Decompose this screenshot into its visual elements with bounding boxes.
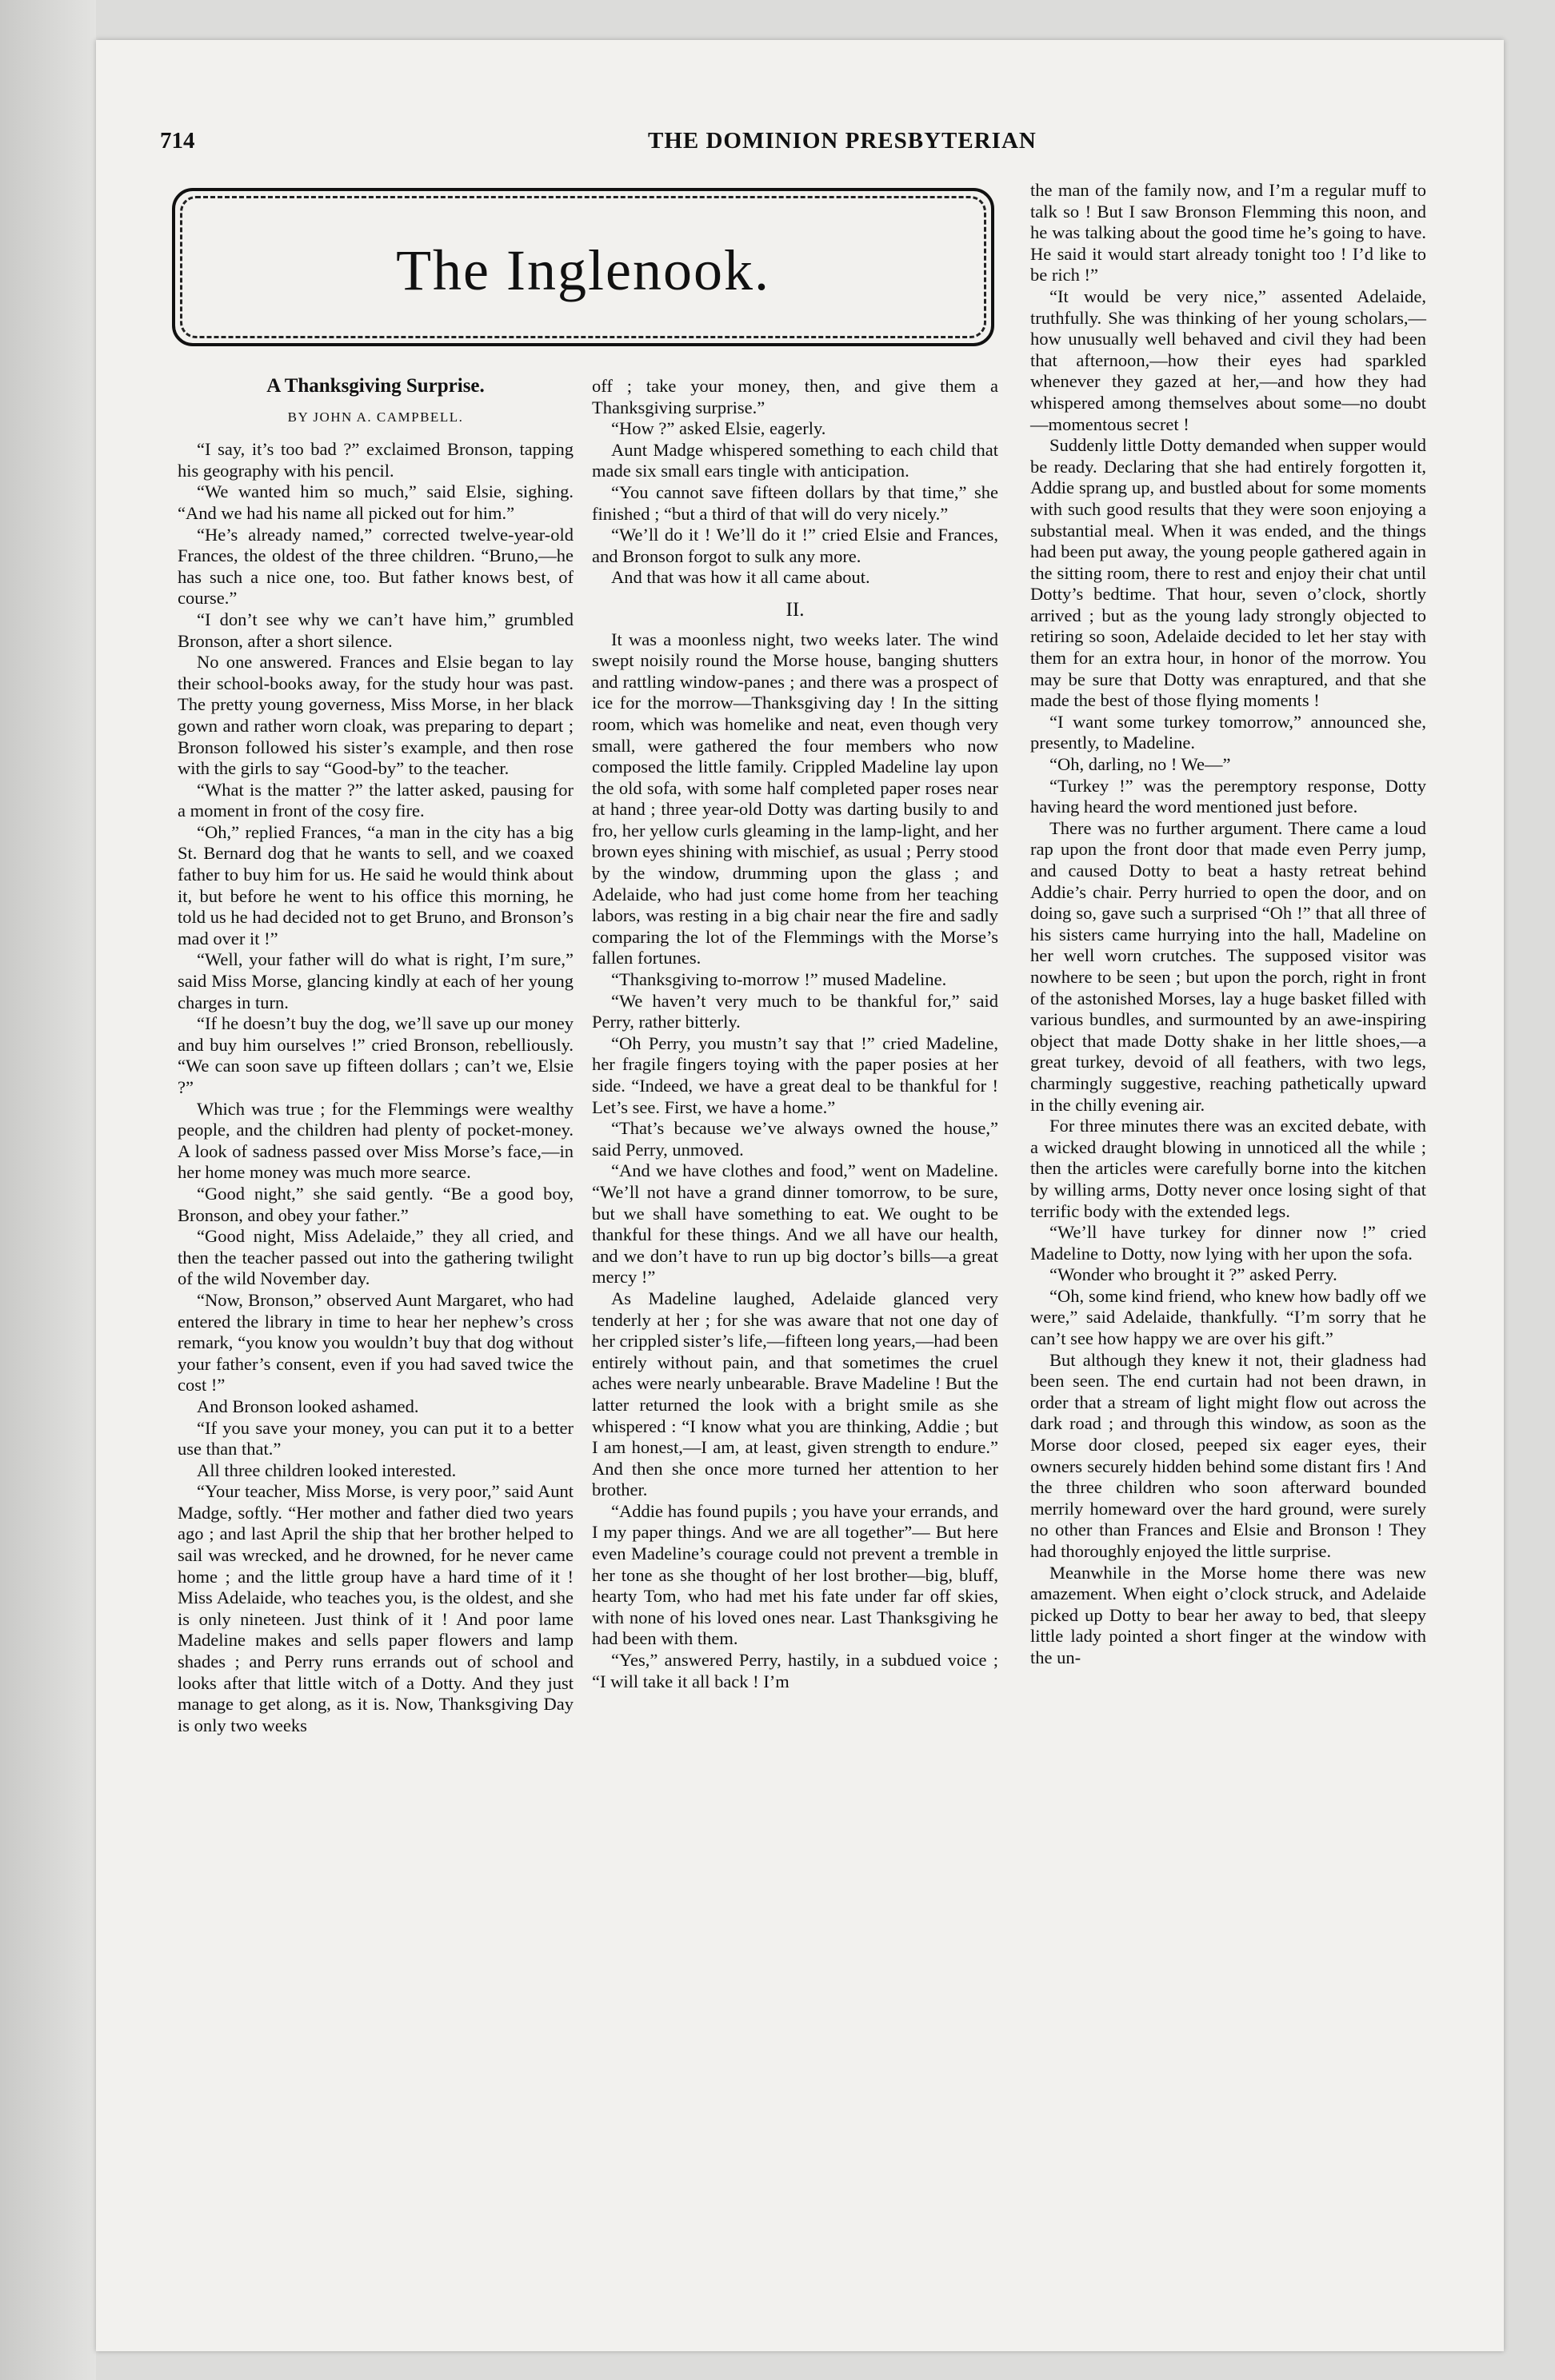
paragraph: “Thanksgiving to-morrow !” mused Madeline.	[611, 969, 947, 990]
paragraph: All three children looked interested.	[197, 1460, 457, 1480]
page-header	[160, 128, 1392, 160]
paragraph: “Your teacher, Miss Morse, is very poor,” said Aunt Madge, softly. “Her mother and father died two years ago ; and last April the ship that her brother helped to sail was wrecked, and he drowned, for he never came home ; and the little group have a hard time of it ! Miss Adelaide, who teaches you, is the oldest, and she is only nineteen. Just think of it ! And poor lame Madeline makes and sells paper flowers and lamp shades ; and Perry runs errands out of school and looks after that little witch of a Dotty. And they just manage to get along, as it is. Now, Thanksgiving Day is only two weeks	[178, 1481, 574, 1735]
paragraph: Which was true ; for the Flemmings were wealthy people, and the children had plenty of pocket-money. A look of sadness passed over Miss Morse’s face,—in her home money was much more searce.	[178, 1098, 574, 1183]
paragraph: “Now, Bronson,” observed Aunt Margaret, who had entered the library in time to hear her nephew’s cross remark, “you know you wouldn’t buy that dog without your father’s consent, even if you had saved twice the cost !”	[178, 1289, 574, 1396]
paragraph: “And we have clothes and food,” went on Madeline. “We’ll not have a grand dinner tomorrow, to be sure, but we shall have something to eat. We ought to be thankful for these things. And we all have our health, and we don’t have to run up big doctor’s bills—a great mercy !”	[592, 1160, 998, 1288]
section-title: The Inglenook.	[396, 238, 770, 302]
paragraph: Meanwhile in the Morse home there was new amazement. When eight o’clock struck, and Adelaide picked up Dotty to bear her away to bed, that sleepy little lady pointed a short finger at the window with the un-	[1030, 1562, 1426, 1667]
paragraph: There was no further argument. There came a loud rap upon the front door that made even Perry jump, and caused Dotty to beat a hasty retreat behind Addie’s chair. Perry hurried to open the door, and on doing so, gave such a surprised “Oh !” that all three of his sisters came hurrying into the hall, Madeline on her well worn crutches. The supposed visitor was nowhere to be seen ; but upon the porch, right in front of the astonished Morses, lay a huge basket filled with various bundles, and surmounted by an awe-inspiring object that made Dotty shake in her little shoes,—a great turkey, devoid of all feathers, with two legs, charmingly suggestive, reaching pathetically upward in the chilly evening air.	[1030, 817, 1426, 1115]
paragraph: No one answered. Frances and Elsie began to lay their school-books away, for the study hour was past. The pretty young governess, Miss Morse, in her black gown and rather worn cloak, was preparing to depart ; Bronson followed his sister’s example, and then rose with the girls to say “Good-by” to the teacher.	[178, 652, 574, 779]
paragraph: “Yes,” answered Perry, hastily, in a subdued voice ; “I will take it all back ! I’m	[592, 1650, 998, 1691]
paragraph: “I say, it’s too bad ?” exclaimed Bronson, tapping his geography with his pencil.	[178, 439, 574, 481]
paragraph: “Oh,” replied Frances, “a man in the city has a big St. Bernard dog that he wants to sell, and we coaxed father to buy him for us. He said he would think about it, but before he went to his office this morning, he told us he had decided not to get Bruno, and Bronson’s mad over it !”	[178, 821, 574, 948]
paragraph: “Wonder who brought it ?” asked Perry.	[1049, 1264, 1337, 1285]
paragraph: “We haven’t very much to be thankful for,” said Perry, rather bitterly.	[592, 990, 998, 1032]
paragraph: “If he doesn’t buy the dog, we’ll save up our money and buy him ourselves !” cried Bronson, rebelliously. “We can soon save up fifteen dollars ; can’t we, Elsie ?”	[178, 1013, 574, 1097]
paragraph: Suddenly little Dotty demanded when supper would be ready. Declaring that she had entirely forgotten it, Addie sprang up, and bustled about for some moments with such good results that they were soon enjoying a substantial meal. When it was ended, and the things had been put away, the young people gathered again in the sitting room, there to rest and enjoy their chat until Dotty’s bedtime. That hour, seven o’clock, shortly arrived ; but as the young lady strongly objected to retiring so soon, Adelaide decided to let her stay with them for an extra hour, in honor of the morrow. You may be sure that Dotty was enraptured, and that she made the best of those flying moments !	[1030, 435, 1426, 711]
running-title: THE DOMINION PRESBYTERIAN	[648, 128, 1037, 154]
paragraph: “Oh, some kind friend, who knew how badly off we were,” said Adelaide, thankfully. “I’m sorry that he can’t see how happy we are over his gift.”	[1030, 1285, 1426, 1349]
paragraph: “Good night, Miss Adelaide,” they all cried, and then the teacher passed out into the gathering twilight of the wild November day.	[178, 1226, 574, 1289]
paragraph: And that was how it all came about.	[611, 567, 870, 588]
paragraph: As Madeline laughed, Adelaide glanced very tenderly at her ; for she was aware that not one day of her crippled sister’s life,—fifteen long years,—had been entirely without pain, and that sometimes the cruel aches were nearly unbearable. Brave Madeline ! But the latter returned the look with a bright smile as she whispered : “I know what you are thinking, Addie ; but I am honest,—I am, at least, given strength to endure.” And then she once more turned her attention to her brother.	[592, 1288, 998, 1500]
section-heading-two: II.	[785, 598, 805, 621]
paragraph: “If you save your money, you can put it to a better use than that.”	[178, 1417, 574, 1460]
paragraph: Aunt Madge whispered something to each child that made six small ears tingle with anticipation.	[592, 439, 998, 481]
column-3	[1030, 180, 1426, 1669]
paragraph: “Good night,” she said gently. “Be a good boy, Bronson, and obey your father.”	[178, 1183, 574, 1225]
paragraph: It was a moonless night, two weeks later. The wind swept noisily round the Morse house, banging shutters and rattling window-panes ; and there was a prospect of ice for the morrow—Thanksgiving day ! In the sitting room, which was homelike and neat, even though very small, were gathered the four members who now composed the little family. Crippled Madeline lay upon the old sofa, with some half completed paper roses near at hand ; three year-old Dotty was darting busily to and fro, her yellow curls gleaming in the lamp-light, and her brown eyes shining with mischief, as usual ; Perry stood by the window, drumming upon the glass ; and Adelaide, who had just come home from her teaching labors, was resting in a big chair near the fire and sadly comparing the lot of the Flemmings with the Morse’s fallen fortunes.	[592, 629, 998, 968]
paragraph: “We’ll do it ! We’ll do it !” cried Elsie and Frances, and Bronson forgot to sulk any more.	[592, 525, 998, 566]
section-title-box	[172, 188, 994, 346]
paragraph: “I want some turkey tomorrow,” announced she, presently, to Madeline.	[1030, 711, 1426, 753]
paragraph: “Well, your father will do what is right, I’m sure,” said Miss Morse, glancing kindly at each of her young charges in turn.	[178, 949, 574, 1012]
paragraph: “I don’t see why we can’t have him,” grumbled Bronson, after a short silence.	[178, 609, 574, 651]
paragraph: “Addie has found pupils ; you have your errands, and I my paper things. And we are all together”— But here even Madeline’s courage could not prevent a tremble in her tone as she thought of her lost brother—big, bluff, hearty Tom, who had met his fate under far off skies, with none of his loved ones near. Last Thanksgiving he had been with them.	[592, 1500, 998, 1649]
paragraph: “You cannot save fifteen dollars by that time,” she finished ; “but a third of that will do very nicely.”	[592, 481, 998, 524]
paragraph: “We wanted him so much,” said Elsie, sighing. “And we had his name all picked out for him.”	[178, 481, 574, 523]
column-1	[178, 376, 574, 1736]
paragraph: But although they knew it not, their gladness had been seen. The end curtain had not been drawn, in order that a stream of light might flow out across the dark road ; and through this window, as soon as the Morse door closed, peeped six eager eyes, their owners securely hidden behind some distant firs ! And the three children who soon afterward bounded merrily homeward over the hard ground, were surely no other than Frances and Elsie and Bronson ! They had thoroughly enjoyed the little surprise.	[1030, 1349, 1426, 1561]
paragraph: “That’s because we’ve always owned the house,” said Perry, unmoved.	[592, 1118, 998, 1160]
paragraph: “We’ll have turkey for dinner now !” cried Madeline to Dotty, now lying with her upon the sofa.	[1030, 1222, 1426, 1264]
paragraph: “Oh, darling, no ! We—”	[1049, 754, 1231, 775]
paragraph: “Turkey !” was the peremptory response, Dotty having heard the word mentioned just before.	[1030, 775, 1426, 817]
paragraph: “What is the matter ?” the latter asked, pausing for a moment in front of the cosy fire.	[178, 779, 574, 821]
article-title: A Thanksgiving Surprise.	[266, 375, 485, 397]
paragraph: And Bronson looked ashamed.	[197, 1396, 419, 1416]
paragraph: “Oh Perry, you mustn’t say that !” cried Madeline, her fragile fingers toying with the paper posies at her side. “Indeed, we have a great deal to be thankful for ! Let’s see. First, we have a home.”	[592, 1032, 998, 1117]
scan-margin	[0, 0, 96, 2380]
column-2	[592, 376, 998, 1692]
paragraph: off ; take your money, then, and give them a Thanksgiving surprise.”	[592, 376, 998, 417]
paragraph: the man of the family now, and I’m a regular muff to talk so ! But I saw Bronson Flemming this noon, and he was talking about the good time he’s going to have. He said it would start already tonight too ! I’d like to be rich !”	[1030, 180, 1426, 286]
article-byline: BY JOHN A. CAMPBELL.	[287, 409, 464, 425]
paragraph: “It would be very nice,” assented Adelaide, truthfully. She was thinking of her young scholars,—how unusually well behaved and civil they had been that afternoon,—how their eyes had sparkled whenever they gazed at her,—and how they had whispered among themselves about some—no doubt—momentous secret !	[1030, 286, 1426, 434]
paragraph: For three minutes there was an excited debate, with a wicked draught blowing in unnoticed all the while ; then the articles were carefully borne into the kitchen by willing arms, Dotty never once losing sight of that terrific body with the extended legs.	[1030, 1116, 1426, 1221]
page-number: 714	[160, 128, 195, 154]
paragraph: “He’s already named,” corrected twelve-year-old Frances, the oldest of the three children. “Bruno,—he has such a nice one, too. But father knows best, of course.”	[178, 524, 574, 609]
paragraph: “How ?” asked Elsie, eagerly.	[611, 418, 826, 439]
